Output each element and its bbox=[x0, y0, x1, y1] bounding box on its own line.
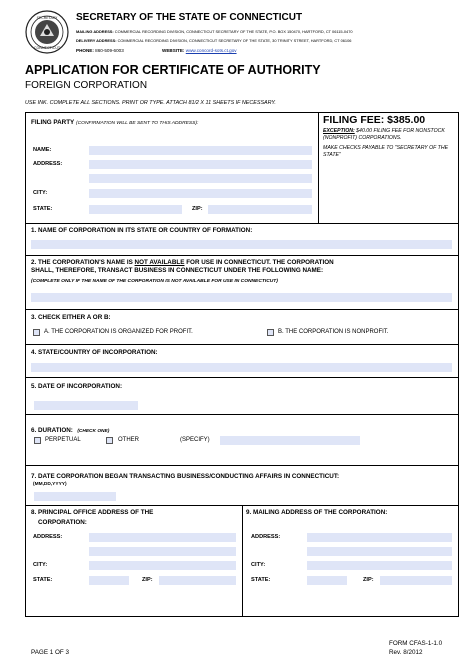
corp-mailing-address-field-2[interactable] bbox=[307, 547, 452, 556]
delivery-address bbox=[76, 38, 351, 43]
principal-address-field-2[interactable] bbox=[89, 547, 236, 556]
section-2-text-b: FOR USE IN CONNECTICUT. THE CORPORATION bbox=[184, 259, 334, 266]
form-number: FORM CFAS-1-1.0 bbox=[389, 640, 443, 647]
corporation-name-field[interactable] bbox=[31, 240, 452, 249]
filing-city-field[interactable] bbox=[89, 189, 312, 198]
form-title: APPLICATION FOR CERTIFICATE OF AUTHORITY bbox=[25, 63, 321, 77]
filing-address-field-2[interactable] bbox=[89, 174, 312, 183]
section-2-line-2: SHALL, THEREFORE, TRANSACT BUSINESS IN CONNECTICUT UNDER THE FOLLOWING NAME: bbox=[31, 267, 324, 274]
website-link[interactable]: www.concord-sots.ct.gov bbox=[185, 48, 237, 53]
phone-label: PHONE: bbox=[76, 48, 94, 53]
principal-city-label: CITY: bbox=[33, 562, 48, 568]
corp-mailing-address-field-1[interactable] bbox=[307, 533, 452, 542]
other-label: OTHER bbox=[118, 437, 139, 443]
option-b-label: B. THE CORPORATION IS NONPROFIT. bbox=[278, 329, 389, 335]
fee-payable-note: MAKE CHECKS PAYABLE TO "SECRETARY OF THE STATE" bbox=[323, 145, 449, 158]
section-7-note: (MM,DD,YYYY) bbox=[33, 482, 67, 487]
mailing-address-label: MAILING ADDRESS: bbox=[76, 29, 114, 34]
form-subtitle: FOREIGN CORPORATION bbox=[25, 80, 148, 91]
corp-mailing-city-field[interactable] bbox=[307, 561, 452, 570]
section-6-note: (CHECK ONE) bbox=[77, 429, 110, 434]
form-divider bbox=[25, 223, 459, 224]
filing-fee-title: FILING FEE: $385.00 bbox=[323, 114, 426, 126]
filing-party-note: (CONFIRMATION WILL BE SENT TO THIS ADDRESS): bbox=[76, 121, 199, 126]
website-line bbox=[162, 48, 237, 53]
section-7-heading: 7. DATE CORPORATION BEGAN TRANSACTING BUSINESS/CONDUCTING AFFAIRS IN CONNECTICUT: bbox=[31, 473, 340, 480]
filing-name-field[interactable] bbox=[89, 146, 312, 155]
business-start-date-field[interactable] bbox=[34, 492, 116, 501]
instructions: USE INK. COMPLETE ALL SECTIONS. PRINT OR TYPE. ATTACH 81/2 X 11 SHEETS IF NECESSARY. bbox=[25, 100, 276, 106]
specify-field[interactable] bbox=[220, 436, 360, 445]
state-seal bbox=[25, 10, 69, 54]
mailing-address bbox=[76, 29, 353, 34]
filing-zip-label: ZIP: bbox=[192, 206, 203, 212]
section-2-not-available: NOT AVAILABLE bbox=[134, 259, 185, 266]
section-2-note: (COMPLETE ONLY IF THE NAME OF THE CORPORATION IS NOT AVAILABLE FOR USE IN CONNECTICUT) bbox=[31, 279, 278, 284]
section-4-heading: 4. STATE/COUNTRY OF INCORPORATION: bbox=[31, 349, 158, 356]
section-8-heading-line-1: 8. PRINCIPAL OFFICE ADDRESS OF THE bbox=[31, 509, 154, 516]
agency-name: SECRETARY OF THE STATE OF CONNECTICUT bbox=[76, 12, 303, 23]
filing-name-label: NAME: bbox=[33, 147, 52, 153]
other-checkbox[interactable] bbox=[106, 437, 113, 444]
section-3-heading: 3. CHECK EITHER A OR B: bbox=[31, 314, 111, 321]
perpetual-label: PERPETUAL bbox=[45, 437, 81, 443]
mailing-address-text: COMMERCIAL RECORDING DIVISION, CONNECTICUT SECRETARY OF THE STATE, P.O. BOX 150470, HARTFORD, CT 06115-0470 bbox=[114, 29, 353, 34]
principal-state-label: STATE: bbox=[33, 577, 53, 583]
corp-mailing-zip-field[interactable] bbox=[380, 576, 452, 585]
delivery-address-text: COMMERCIAL RECORDING DIVISION, CONNECTICUT SECRETARY OF THE STATE, 30 TRINITY STREET, HARTFORD, CT 06106 bbox=[117, 38, 352, 43]
filing-state-field[interactable] bbox=[89, 205, 182, 214]
principal-address-field-1[interactable] bbox=[89, 533, 236, 542]
form-divider bbox=[242, 505, 243, 617]
section-6-title: 6. DURATION: bbox=[31, 427, 73, 434]
form-divider bbox=[25, 414, 459, 415]
form-divider bbox=[25, 255, 459, 256]
option-a-label: A. THE CORPORATION IS ORGANIZED FOR PROFIT. bbox=[44, 329, 193, 335]
state-country-field[interactable] bbox=[31, 363, 452, 372]
phone-number: 860-509-6003 bbox=[95, 48, 124, 53]
filing-state-label: STATE: bbox=[33, 206, 53, 212]
svg-text:SECRETARY: SECRETARY bbox=[36, 16, 58, 20]
mailing-city-label: CITY: bbox=[251, 562, 266, 568]
revision-date: Rev. 8/2012 bbox=[389, 649, 423, 656]
section-5-heading: 5. DATE OF INCORPORATION: bbox=[31, 383, 123, 390]
fee-exception bbox=[323, 128, 456, 141]
form-divider bbox=[25, 465, 459, 466]
website-label: WEBSITE: bbox=[162, 48, 185, 53]
mailing-state-label: STATE: bbox=[251, 577, 271, 583]
filing-address-label: ADDRESS: bbox=[33, 161, 63, 167]
form-divider bbox=[25, 344, 459, 345]
section-2-line-1 bbox=[31, 259, 334, 266]
phone-line bbox=[76, 48, 124, 53]
form-divider bbox=[25, 309, 459, 310]
delivery-address-label: DELIVERY ADDRESS: bbox=[76, 38, 117, 43]
filing-party-heading bbox=[31, 119, 198, 126]
svg-text:CONNECTICUT: CONNECTICUT bbox=[33, 46, 61, 50]
filing-party-title: FILING PARTY bbox=[31, 119, 75, 126]
option-a-checkbox[interactable] bbox=[33, 329, 40, 336]
principal-city-field[interactable] bbox=[89, 561, 236, 570]
filing-city-label: CITY: bbox=[33, 190, 48, 196]
mailing-address-label: ADDRESS: bbox=[251, 534, 281, 540]
form-divider bbox=[25, 377, 459, 378]
principal-zip-field[interactable] bbox=[159, 576, 236, 585]
corp-mailing-state-field[interactable] bbox=[307, 576, 347, 585]
section-1-heading: 1. NAME OF CORPORATION IN ITS STATE OR COUNTRY OF FORMATION: bbox=[31, 227, 253, 234]
section-6-heading bbox=[31, 419, 109, 437]
section-2-text-a: 2. THE CORPORATION'S NAME IS bbox=[31, 259, 135, 266]
option-b-checkbox[interactable] bbox=[267, 329, 274, 336]
alternate-name-field[interactable] bbox=[31, 293, 452, 302]
principal-address-label: ADDRESS: bbox=[33, 534, 63, 540]
form-divider bbox=[318, 112, 319, 223]
fee-exception-label: EXCEPTION: bbox=[323, 128, 355, 134]
section-9-heading: 9. MAILING ADDRESS OF THE CORPORATION: bbox=[246, 509, 388, 516]
principal-state-field[interactable] bbox=[89, 576, 129, 585]
section-8-heading-line-2: CORPORATION: bbox=[38, 519, 87, 526]
fee-exception-text: $40.00 FILING FEE FOR NONSTOCK (NONPROFIT) CORPORATIONS. bbox=[323, 128, 445, 141]
specify-label: (SPECIFY) bbox=[180, 437, 210, 443]
mailing-zip-label: ZIP: bbox=[363, 577, 374, 583]
page-number: PAGE 1 OF 3 bbox=[31, 649, 70, 656]
filing-address-field-1[interactable] bbox=[89, 160, 312, 169]
filing-zip-field[interactable] bbox=[208, 205, 312, 214]
principal-zip-label: ZIP: bbox=[142, 577, 153, 583]
perpetual-checkbox[interactable] bbox=[34, 437, 41, 444]
date-of-incorporation-field[interactable] bbox=[34, 401, 138, 410]
